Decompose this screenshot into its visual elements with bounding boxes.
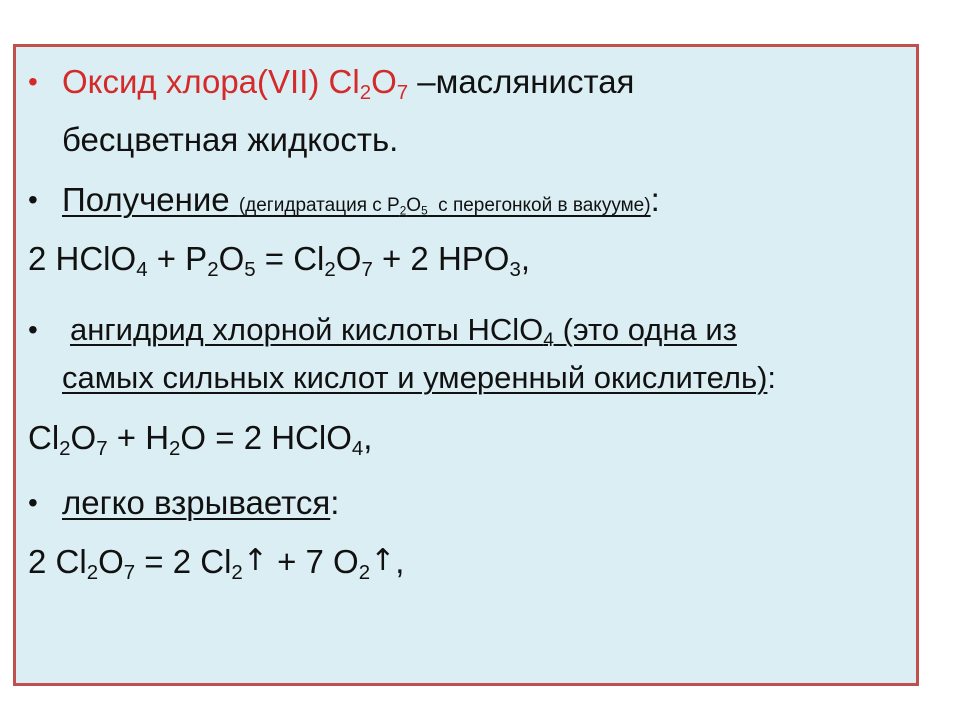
eq-text: Cl <box>28 419 60 456</box>
colon: : <box>330 484 340 521</box>
eq-text: + P <box>147 240 208 277</box>
subscript: 7 <box>396 81 409 105</box>
subscript: 7 <box>96 437 108 461</box>
eq-text: O = 2 HClO <box>180 419 352 456</box>
note-text: с перегонкой в вакууме) <box>427 195 651 216</box>
equation-decomposition <box>28 541 405 585</box>
oxide-description: –маслянистая <box>408 63 635 100</box>
subscript: 5 <box>421 204 428 218</box>
oxide-title <box>62 63 409 105</box>
bullet: • <box>28 66 38 97</box>
anhydride-line <box>70 310 737 350</box>
subscript: 2 <box>207 258 219 282</box>
subscript: 2 <box>86 561 99 585</box>
eq-text: O <box>70 419 97 456</box>
subscript: 7 <box>361 258 373 282</box>
eq-text: = Cl <box>255 240 325 277</box>
equation-preparation <box>28 239 530 282</box>
colon: : <box>650 181 660 218</box>
up-arrow-icon: ↑ <box>370 543 396 578</box>
eq-text: = 2 Cl <box>135 543 232 580</box>
preparation-heading-text: Получение <box>62 181 239 218</box>
eq-text: + H <box>107 419 170 456</box>
explosive-text: легко взрывается <box>62 484 331 521</box>
equation-hydration <box>28 418 373 461</box>
anhydride-text <box>70 312 737 351</box>
subscript: 2 <box>324 258 336 282</box>
oxide-description-cont: бесцветная жидкость. <box>62 121 399 158</box>
subscript: 2 <box>169 437 181 461</box>
subscript: 4 <box>136 258 148 282</box>
subscript: 2 <box>358 561 371 585</box>
eq-text: , <box>520 240 530 277</box>
bullet: • <box>28 487 38 518</box>
eq-text: , <box>363 419 373 456</box>
subscript: 5 <box>244 258 256 282</box>
eq-text: 2 Cl <box>28 543 87 580</box>
eq-text: O <box>98 543 124 580</box>
eq-text: + 2 HPO <box>372 240 510 277</box>
bullet: • <box>28 314 38 345</box>
subscript: 7 <box>123 561 136 585</box>
oxide-title-text: O <box>371 63 397 100</box>
anhydride-line-cont <box>62 358 776 398</box>
eq-text: O <box>335 240 362 277</box>
eq-text: + 7 O <box>267 543 359 580</box>
subscript: 3 <box>509 258 521 282</box>
anhydride-text-cont: самых сильных кислот и умеренный окислитель) <box>62 360 768 395</box>
note-text: (дегидратация с P <box>238 195 400 216</box>
eq-text: 2 HClO <box>28 240 137 277</box>
oxide-title-text: Оксид хлора(VII) Cl <box>62 63 360 100</box>
subscript: 4 <box>543 329 554 351</box>
up-arrow-icon: ↑ <box>242 543 268 578</box>
subscript: 2 <box>231 561 243 585</box>
subscript: 2 <box>399 204 407 218</box>
eq-text: O <box>218 240 245 277</box>
title-line <box>62 62 635 105</box>
bullet: • <box>28 184 38 215</box>
subscript: 4 <box>351 437 364 461</box>
subscript: 2 <box>59 437 71 461</box>
explosive-line <box>62 483 339 523</box>
colon: : <box>767 360 777 395</box>
anhydride-text-part: ангидрид хлорной кислоты HClO <box>70 312 544 347</box>
eq-text: , <box>395 543 405 580</box>
note-text: O <box>406 195 422 216</box>
preparation-heading <box>62 181 651 218</box>
preparation-line <box>62 180 660 226</box>
anhydride-text-part: (это одна из <box>553 312 737 347</box>
preparation-note <box>239 195 651 216</box>
subscript: 2 <box>359 81 372 105</box>
